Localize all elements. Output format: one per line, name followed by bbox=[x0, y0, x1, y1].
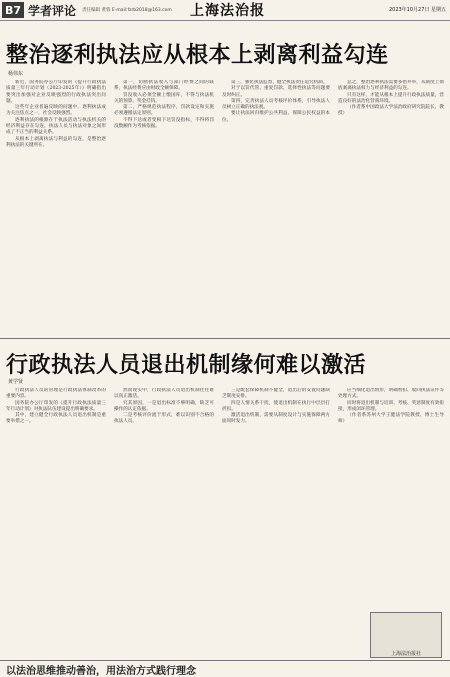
article-2-column-4 bbox=[338, 388, 444, 606]
paragraph: 行政执法人员的管理是行政执法体制改革的重要内容。 bbox=[6, 388, 106, 400]
masthead bbox=[0, 0, 450, 21]
publisher-stamp bbox=[370, 612, 442, 658]
article-2-column-3 bbox=[222, 388, 330, 654]
paragraph: 新近，国务院办公厅印发的《提升行政执法质量三年行动计划（2023-2025年）》明确指出要突出加强对企业反映强烈的行政执法突出问题。 bbox=[6, 80, 106, 104]
section-title: 学者评论 bbox=[28, 3, 77, 18]
paragraph: 国务院办公厅印发的《提升行政执法质量三年行动计划》对执法队伍建设提出明确要求。 bbox=[6, 400, 106, 412]
paragraph: 对于以罚代管、重复罚款、选择性执法等问题要及时纠正。 bbox=[222, 86, 330, 98]
paragraph: 要让执法回归维护公共利益、保障公民权益的本位。 bbox=[222, 111, 330, 123]
article-1-byline: 杨伟东 bbox=[8, 71, 24, 77]
article-2-byline: 黄学贤 bbox=[8, 379, 24, 385]
paragraph: 总之，整治逐利执法需要多措并举，从制度上彻底剥离执法权力与经济利益的勾连。 bbox=[338, 80, 444, 92]
paragraph: 激活退出机制，需要从制度设计与实施保障两方面同时发力。 bbox=[222, 413, 330, 425]
paragraph: 三是配套保障机制不健全，退出后的安置问题缺乏制度安排。 bbox=[222, 388, 330, 400]
article-1-column-4 bbox=[338, 80, 444, 332]
article-1-headline: 整治逐利执法应从根本上剥离利益勾连 bbox=[6, 43, 389, 68]
paragraph: 四是人情关系干扰，使退出机制在执行中层层打折扣。 bbox=[222, 400, 330, 412]
paragraph: 不得下达或者变相下达罚没指标，不得将罚没数额作为考核依据。 bbox=[114, 117, 214, 130]
issue-date: 2023年10月27日 星期五 bbox=[388, 7, 446, 13]
paragraph: 从根本上剥离执法与利益的勾连，是整治逐利执法的关键所在。 bbox=[6, 136, 106, 148]
publisher-stamp-label: 上海法治报社 bbox=[390, 651, 421, 657]
paragraph: 逐利执法的根源在于执法活动与执法机关的经济利益存在勾连，执法人员与执法对象之间形成了不正当的利益关系。 bbox=[6, 117, 106, 136]
paragraph: 第一，切断执法收入与部门经费之间的联系，执法经费应由财政全额保障。 bbox=[114, 80, 214, 92]
paragraph: 第二，严格规范执法程序，罚款设定和实施必须遵循法定原则。 bbox=[114, 105, 214, 117]
article-2-column-2 bbox=[114, 388, 214, 654]
footer-slogan: 以法治思维推动善治，用法治方式践行理念 bbox=[6, 665, 196, 677]
paragraph: 其中，建立健全行政执法人员退出机制是重要举措之一。 bbox=[6, 413, 106, 425]
article-2-column-1 bbox=[6, 388, 106, 654]
paragraph: 罚没收入必须全额上缴国库，不得与执法机关的预算、奖金挂钩。 bbox=[114, 92, 214, 104]
paragraph: 只有这样，才能从根本上提升行政执法质量，营造良好的法治化营商环境。 bbox=[338, 92, 444, 104]
paragraph: 这些年企业普遍反映的问题中，逐利执法成为关注焦点之一，社会反映强烈。 bbox=[6, 105, 106, 117]
footer-bar bbox=[0, 660, 450, 677]
paragraph: 同时将退出机制与培训、考核、奖惩制度有效衔接，形成闭环管理。 bbox=[338, 400, 444, 412]
section-divider bbox=[0, 338, 450, 339]
newspaper-logo: 上海法治报 bbox=[190, 3, 265, 19]
paragraph: 应当细化退出情形，明确暂扣、收回执法证件等处理方式。 bbox=[338, 388, 444, 400]
article-1-column-1 bbox=[6, 80, 106, 332]
article-1-column-2 bbox=[114, 80, 214, 332]
page-number-badge: B7 bbox=[2, 2, 24, 18]
paragraph: 然而现实中，行政执法人员退出机制往往难以真正激活。 bbox=[114, 388, 214, 400]
paragraph: 二是考核评价流于形式，难以识别不合格的执法人员。 bbox=[114, 413, 214, 425]
paragraph: （作者系苏州大学王健法学院教授、博士生导师） bbox=[338, 413, 444, 425]
paragraph: 究其原因，一是退出标准不够明确，缺乏可操作的认定依据。 bbox=[114, 400, 214, 412]
paragraph: 第三，强化执法监督，健全执法责任追究机制。 bbox=[231, 80, 328, 85]
editor-info: 责任编辑 黄蓉 E-mail:fzrb2018@163.com bbox=[82, 8, 172, 13]
article-2-headline: 行政执法人员退出机制缘何难以激活 bbox=[6, 353, 367, 378]
paragraph: （作者系中国政法大学法治政府研究院院长、教授） bbox=[338, 105, 444, 117]
article-1-column-3 bbox=[222, 80, 330, 332]
paragraph: 第四，完善执法人员考核评价体系，引导执法人员树立正确的执法观。 bbox=[222, 98, 330, 111]
